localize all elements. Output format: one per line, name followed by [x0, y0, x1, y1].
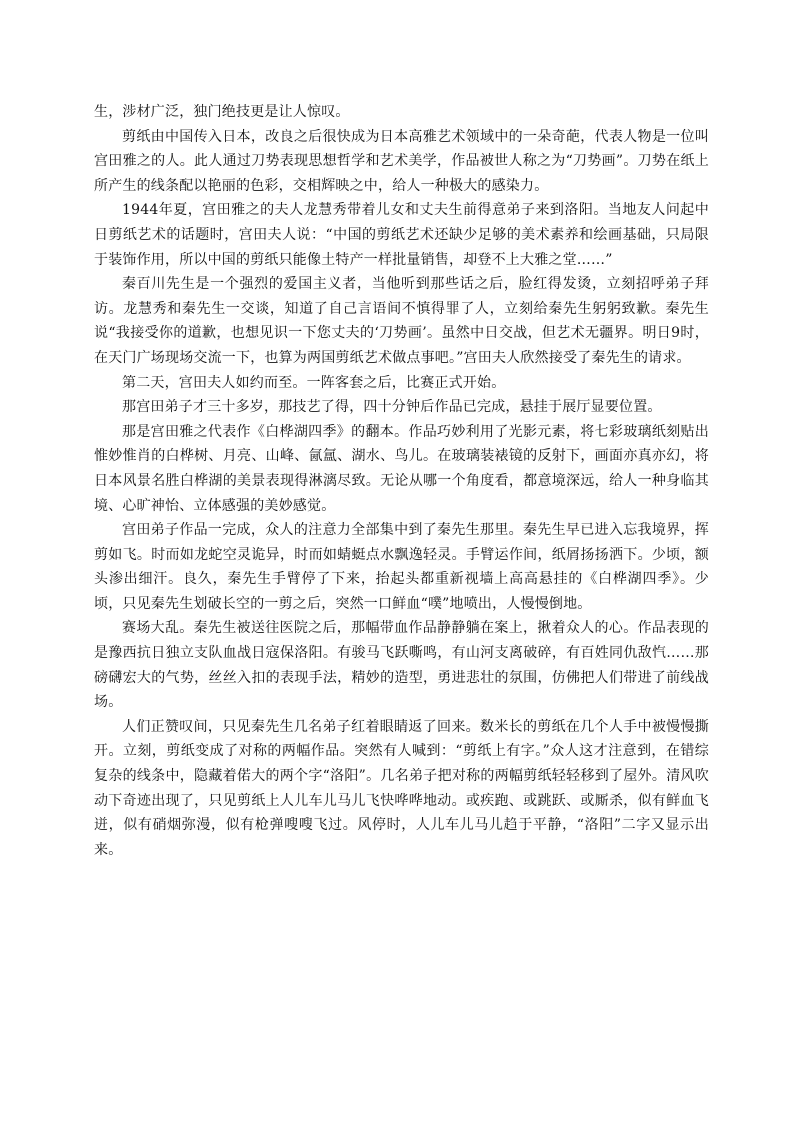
- paragraph-7: 那是宫田雅之代表作《白桦湖四季》的翻本。作品巧妙利用了光影元素，将七彩玻璃纸刻贴出惟妙惟肖的白桦树、月亮、山峰、氤氲、湖水、鸟儿。在玻璃装裱镜的反射下，画面亦真亦幻，将日本风景名胜白桦湖的美景表现得淋漓尽致。无论从哪一个角度看，都意境深远，给人一种身临其境、心旷神怡、立体感强的美妙感觉。: [94, 423, 709, 514]
- paragraph-3: 1944年夏，宫田雅之的夫人龙慧秀带着儿女和丈夫生前得意弟子来到洛阳。当地友人问起中日剪纸艺术的话题时，宫田夫人说：“中国的剪纸艺术还缺少足够的美术素养和绘画基础，只局限于装饰作用，所以中国的剪纸只能像土特产一样批量销售，却登不上大雅之堂……”: [94, 202, 709, 268]
- paragraph-5: 第二天，宫田夫人如约而至。一阵客套之后，比赛正式开始。: [122, 374, 506, 391]
- paragraph-1: 生，涉材广泛，独门绝技更是让人惊叹。: [94, 104, 350, 120]
- document-page: [94, 100, 709, 862]
- paragraph-10: 人们正赞叹间，只见秦先生几名弟子红着眼睛返了回来。数米长的剪纸在几个人手中被慢慢撕开。立刻，剪纸变成了对称的两幅作品。突然有人喊到：“剪纸上有字。”众人这才注意到，在错综复杂的线条中，隐藏着偌大的两个字“洛阳”。几名弟子把对称的两幅剪纸轻轻移到了屋外。清风吹动下奇迹出现了，只见剪纸上人儿车儿马儿飞快哗哗地动。或疾跑、或跳跃、或厮杀，似有鲜血飞迸，似有硝烟弥漫，似有枪弹嗖嗖飞过。风停时，人儿车儿马儿趋于平静，“洛阳”二字又显示出来。: [94, 718, 709, 858]
- paragraph-9: 赛场大乱。秦先生被送往医院之后，那幅带血作品静静躺在案上，揪着众人的心。作品表现的是豫西抗日独立支队血战日寇保洛阳。有骏马飞跃嘶鸣，有山河支离破碎，有百姓同仇敌忾……那磅礴宏大的气势，丝丝入扣的表现手法，精妙的造型，勇进悲壮的氛围，仿佛把人们带进了前线战场。: [94, 620, 709, 711]
- paragraph-8: 宫田弟子作品一完成，众人的注意力全部集中到了秦先生那里。秦先生早已进入忘我境界，挥剪如飞。时而如龙蛇空灵诡异，时而如蜻蜓点水飘逸轻灵。手臂运作间，纸屑扬扬洒下。少顷，额头渗出细汗。良久，秦先生手臂停了下来，抬起头都重新视墙上高高悬挂的《白桦湖四季》。少顷，只见秦先生划破长空的一剪之后，突然一口鲜血“噗”地喷出，人慢慢倒地。: [94, 522, 709, 612]
- paragraph-6: 那宫田弟子才三十多岁，那技艺了得，四十分钟后作品已完成，悬挂于展厅显要位置。: [122, 399, 662, 416]
- paragraph-2: 剪纸由中国传入日本，改良之后很快成为日本高雅艺术领域中的一朵奇葩，代表人物是一位叫宫田雅之的人。此人通过刀势表现思想哲学和艺术美学，作品被世人称之为“刀势画”。刀势在纸上所产生的线条配以艳丽的色彩，交相辉映之中，给人一种极大的感染力。: [94, 128, 709, 194]
- paragraph-4: 秦百川先生是一个强烈的爱国主义者，当他听到那些话之后，脸红得发烫，立刻招呼弟子拜访。龙慧秀和秦先生一交谈，知道了自己言语间不慎得罪了人，立刻给秦先生躬躬致歉。秦先生说“我接受你的道歉，也想见识一下您丈夫的‘刀势画’。虽然中日交战，但艺术无疆界。明日9时，在天门广场现场交流一下，也算为两国剪纸艺术做点事吧。”宫田夫人欣然接受了秦先生的请求。: [94, 276, 709, 366]
